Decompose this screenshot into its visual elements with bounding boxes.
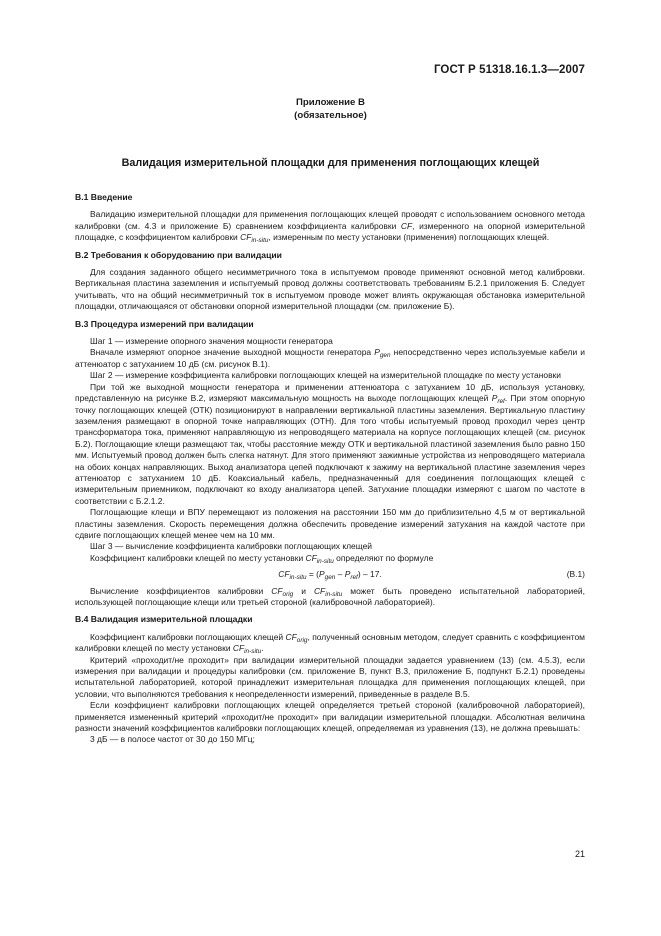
section-b4-paragraph-3: Если коэффициент калибровки поглощающих клещей определяется третьей стороной (калибровочной лабораторией), применяется измененный критерий «проходит/не проходит» при валидации измерительной площадки. Абсолютная величина разности значений коэффициентов калибровки поглощающих клещей, определяемая из уравнения (13), не должна превышать: [75,700,585,734]
step3-title: Шаг 3 — вычисление коэффициента калибровки поглощающих клещей [90,541,373,552]
formula-expression: $CF_{in-situ} = (P_{gen} - P_{ref}) - 17$. [278,569,382,582]
step3-paragraph-2: Вычисление коэффициентов калибровки $CF_{orig}$ и $CF_{in-situ}$ может быть проведено испытательной лабораторией, использующей поглощающие клещи или третьей стороной (калибровочной лабораторией). [75,585,585,607]
step3-paragraph: Коэффициент калибровки клещей по месту установки $CF_{in-situ}$ определяют по формуле [90,552,434,565]
annex-title: Приложение В [296,97,365,108]
section-b4-paragraph-2: Критерий «проходит/не проходит» при валидации измерительной площадки задается уравнением (13) (см. 4.5.3), если измерения при валидации и процедуры калибровки (см. приложение В, пункт В.3, приложение Б, подпункт Б.2.1) проведены испытательной лабораторией, которой принадлежит измерительная площадка для применения поглощающих клещей, при условии, что выполняются требования к неопределенности измерений, приведенные в разделе В.5. [75,654,585,699]
step2-title: Шаг 2 — измерение коэффициента калибровки поглощающих клещей на измерительной площадке по месту установки [90,370,561,381]
section-b1-paragraph: Валидацию измерительной площадки для применения поглощающих клещей проводят с использованием основного метода калибровки (см. 4.3 и приложение Б) сравнением коэффициента калибровки CF, измеренного на опорной измерительной площадке, с коэффициентом калибровки $CF_{in-situ}$, измеренным по месту установки (применения) поглощающих клещей. [75,209,585,245]
section-b2-heading: В.2 Требования к оборудованию при валидации [75,249,282,260]
annex-status: (обязательное) [294,110,367,121]
section-b1-heading: В.1 Введение [75,192,133,202]
section-b4-paragraph-4: 3 дБ — в полосе частот от 30 до 150 МГц; [90,734,255,745]
standard-header: ГОСТ Р 51318.16.1.3—2007 [433,64,585,76]
page-number: 21 [574,849,585,859]
section-b4-heading: В.4 Валидация измерительной площадки [75,614,253,625]
step2-paragraph-2: Поглощающие клещи и ВПУ перемещают из положения на расстоянии 150 мм до приблизительно 4,5 м от вертикальной пластины заземления. Скорость перемещения должна обеспечить проведение измерений затухания на каждой частоте при сдвиге поглощающих клещей менее чем на 10 мм. [75,507,585,540]
formula-number: (В.1) [566,569,585,580]
formula-b1 [75,569,585,580]
document-body [75,192,585,746]
document-title: Валидация измерительной площадки для применения поглощающих клещей [121,157,540,169]
step2-paragraph: При той же выходной мощности генератора и применении аттенюатора с затуханием 10 дБ, используя установку, представленную на рисунке В.2, измеряют максимальную мощность на выходе поглощающих клещей $P_{ref}$. При этом опорную точку поглощающих клещей (ОТК) позиционируют в направлении вертикальной пластины заземления. Вертикальную пластину заземления размещают в опорной точке направляющих (ОТН). Для того чтобы испытуемый провод проходил через центр трансформатора тока, применяют направляющую из непроводящего материала на корпусе поглощающих клещей (см. рисунок Б.2). Поглощающие клещи размещают так, чтобы расстояние между ОТК и вертикальной пластиной заземления было равно 150 мм. Испытуемый провод должен быть слегка натянут. Для этого применяют зажимные устройства из непроводящего материала на обоих концах направляющих. Выход анализатора цепей подключают к зажиму на вертикальной пластине заземления через аттенюатор с затуханием 10 дБ. Коаксиальный кабель, предназначенный для соединения поглощающих клещей с измерительным приемником, подключают ко входу анализатора цепей. Затухание площадки измеряют с шагом по частоте в соответствии с Б.2.1.2. [75,381,585,506]
section-b4-paragraph-1: Коэффициент калибровки поглощающих клещей $CF_{orig}$, полученный основным методом, следует сравнить с коэффициентом калибровки клещей по месту установки $CF_{in-situ}$. [75,631,585,656]
step1-title: Шаг 1 — измерение опорного значения мощности генератора [90,336,333,347]
section-b3-heading: В.3 Процедура измерений при валидации [75,318,254,329]
section-b2-paragraph: Для создания заданного общего несимметричного тока в испытуемом проводе применяют основной метод калибровки. Вертикальная пластина заземления и испытуемый провод должны соответствовать требованиям Б.2.1 приложения Б. Следует учитывать, что на общий несимметричный ток в испытуемом проводе может влиять окружающая обстановка измерительной площадки, отличающаяся от обстановки опорной измерительной площадки (см. приложение Б). [75,267,585,312]
step1-paragraph: Вначале измеряют опорное значение выходной мощности генератора $P_{gen}$ непосредственно через используемые кабели и аттенюатор с затуханием 10 дБ (см. рисунок В.1). [75,347,585,369]
